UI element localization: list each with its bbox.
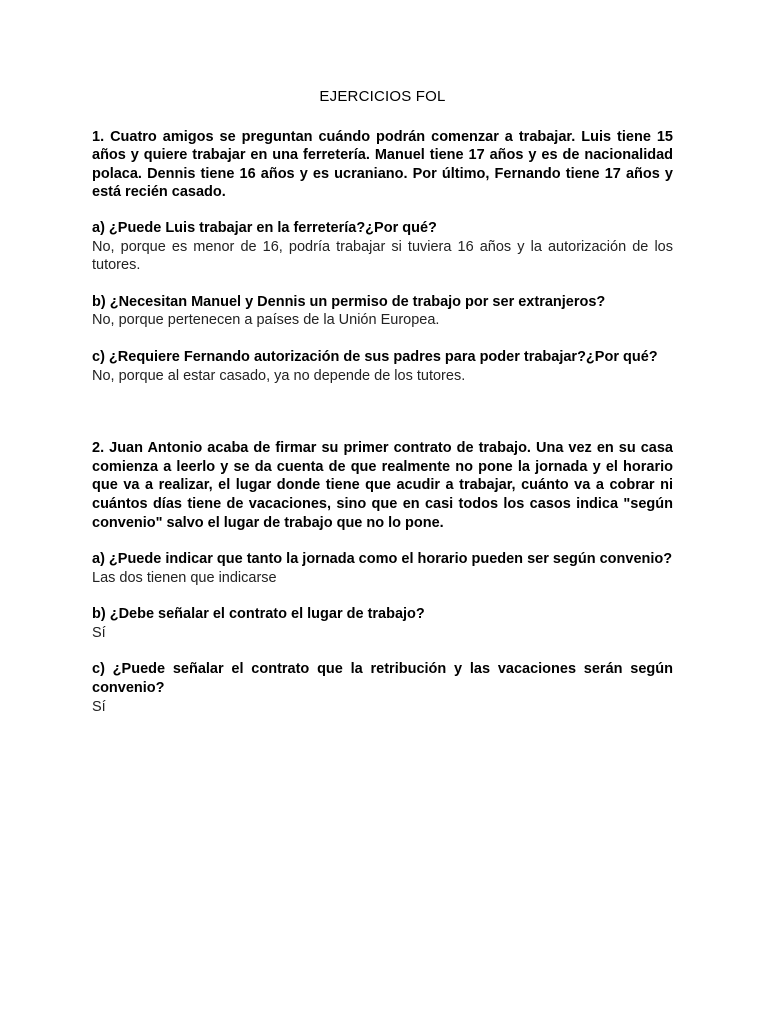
answer-text: Sí bbox=[92, 698, 106, 715]
question-text: c) ¿Requiere Fernando autorización de sus padres para poder trabajar?¿Por qué? bbox=[92, 348, 658, 365]
answer-text: No, porque pertenecen a países de la Unión Europea. bbox=[92, 312, 440, 329]
document-title: EJERCICIOS FOL bbox=[319, 88, 446, 105]
question-text: b) ¿Debe señalar el contrato el lugar de trabajo? bbox=[92, 606, 425, 623]
answer-text: No, porque al estar casado, ya no depende de los tutores. bbox=[92, 367, 466, 384]
question-text: a) ¿Puede indicar que tanto la jornada como el horario pueden ser según convenio? bbox=[92, 551, 673, 568]
document-content bbox=[92, 88, 673, 734]
answer-text: Sí bbox=[92, 624, 106, 641]
question-text: c) ¿Puede señalar el contrato que la retribución y las vacaciones serán según convenio? bbox=[92, 661, 673, 697]
question-text: b) ¿Necesitan Manuel y Dennis un permiso de trabajo por ser extranjeros? bbox=[92, 293, 606, 310]
answer-text: Las dos tienen que indicarse bbox=[92, 569, 277, 586]
exercise-statement: 2. Juan Antonio acaba de firmar su primer contrato de trabajo. Una vez en su casa comienza a leerlo y se da cuenta de que realmente no pone la jornada y el horario que va a realizar, el lugar donde tiene que acudir a trabajar, cuánto va a cobrar ni cuántos días tiene de vacaciones, sino que en casi todos los casos indica "según convenio" salvo el lugar de trabajo que no lo pone. bbox=[92, 440, 673, 531]
section-spacer bbox=[92, 403, 673, 439]
question-text: a) ¿Puede Luis trabajar en la ferretería?¿Por qué? bbox=[92, 219, 437, 236]
exercise-1 bbox=[92, 128, 673, 386]
exercise-statement: 1. Cuatro amigos se preguntan cuándo podrán comenzar a trabajar. Luis tiene 15 años y quiere trabajar en una ferretería. Manuel tiene 17 años y es de nacionalidad polaca. Dennis tiene 16 años y es ucraniano. Por último, Fernando tiene 17 años y está recién casado. bbox=[92, 128, 673, 201]
answer-text: No, porque es menor de 16, podría trabajar si tuviera 16 años y la autorización de los tutores. bbox=[92, 238, 673, 274]
exercise-2 bbox=[92, 439, 673, 716]
